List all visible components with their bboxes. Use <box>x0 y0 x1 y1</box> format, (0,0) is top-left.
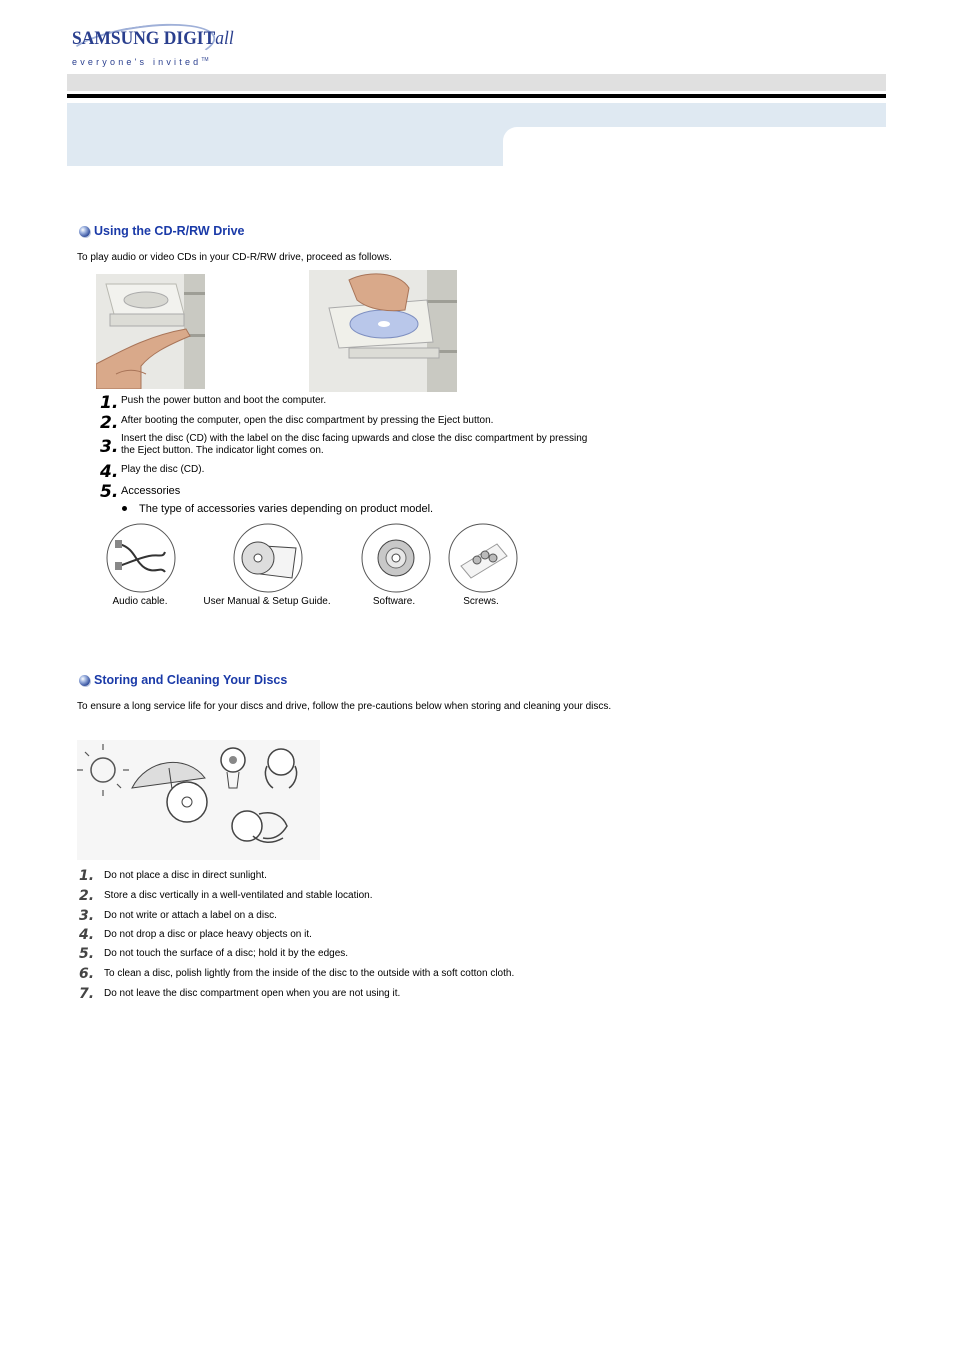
tagline-text: everyone's invited <box>72 57 202 67</box>
section-bullet-icon <box>79 675 90 686</box>
step-number: 2. <box>100 413 119 433</box>
step-text: To clean a disc, polish lightly from the inside of the disc to the outside with a soft cotton cloth. <box>104 968 515 979</box>
step-text: Play the disc (CD). <box>121 464 205 475</box>
accessory-label: Screws. <box>463 596 499 607</box>
step-text: Push the power button and boot the computer. <box>121 395 327 406</box>
header-tab-notch <box>503 127 886 167</box>
samsung-logo <box>72 28 234 50</box>
accessories-note <box>121 503 433 515</box>
step-text: Accessories <box>121 485 181 497</box>
step-text: After booting the computer, open the disc compartment by pressing the Eject button. <box>121 415 494 426</box>
section-bullet-icon <box>79 226 90 237</box>
step-number: 1. <box>100 393 119 413</box>
step-text: Do not place a disc in direct sunlight. <box>104 870 267 881</box>
user-manual-icon <box>232 522 304 594</box>
trademark: TM <box>201 57 209 63</box>
section-title-text: Using the CD-R/RW Drive <box>94 224 245 238</box>
screws-icon <box>447 522 519 594</box>
step-number: 6. <box>79 966 95 982</box>
software-cd-icon <box>360 522 432 594</box>
step-number: 1. <box>79 868 95 884</box>
eject-button-photo <box>96 274 205 389</box>
accessories-note-text: The type of accessories varies depending on product model. <box>139 503 434 515</box>
step-number: 7. <box>79 986 95 1002</box>
accessory-label: Software. <box>372 596 416 607</box>
step-text: Do not touch the surface of a disc; hold it by the edges. <box>104 948 349 959</box>
accessory-label: Audio cable. <box>112 596 168 607</box>
logo-tagline <box>72 57 209 67</box>
step-number: 3. <box>79 908 95 924</box>
step-text: Do not write or attach a label on a disc. <box>104 910 277 921</box>
accessory-label: User Manual & Setup Guide. <box>203 596 331 607</box>
disc-care-illustration <box>77 740 320 860</box>
section-title-cdrw <box>79 224 244 238</box>
header-gray-band <box>67 74 886 91</box>
step-number: 5. <box>79 946 95 962</box>
step-number: 5. <box>100 482 119 502</box>
step-text: Do not drop a disc or place heavy objects on it. <box>104 929 312 940</box>
bullet-dot <box>122 506 127 511</box>
step-text: Do not leave the disc compartment open when you are not using it. <box>104 988 401 999</box>
insert-disc-photo <box>309 270 457 392</box>
step-text: Insert the disc (CD) with the label on the disc facing upwards and close the disc compartment by pressing the Eject button. The indicator light comes on. <box>121 433 588 456</box>
header-black-rule <box>67 94 886 98</box>
section-intro: To play audio or video CDs in your CD-R/RW drive, proceed as follows. <box>77 252 392 263</box>
audio-cable-icon <box>105 522 177 594</box>
section-title-storing <box>79 673 287 687</box>
logo-brand: SAMSUNG DIGIT <box>72 28 216 49</box>
step-number: 3. <box>100 437 119 457</box>
section-title-text: Storing and Cleaning Your Discs <box>94 673 288 687</box>
logo-brand-suffix: all <box>215 28 234 49</box>
step-text: Store a disc vertically in a well-ventilated and stable location. <box>104 890 373 901</box>
section-intro: To ensure a long service life for your discs and drive, follow the pre-cautions below when storing and cleaning your discs. <box>77 701 612 712</box>
step-number: 4. <box>79 927 95 943</box>
step-number: 2. <box>79 888 95 904</box>
step-number: 4. <box>100 462 119 482</box>
